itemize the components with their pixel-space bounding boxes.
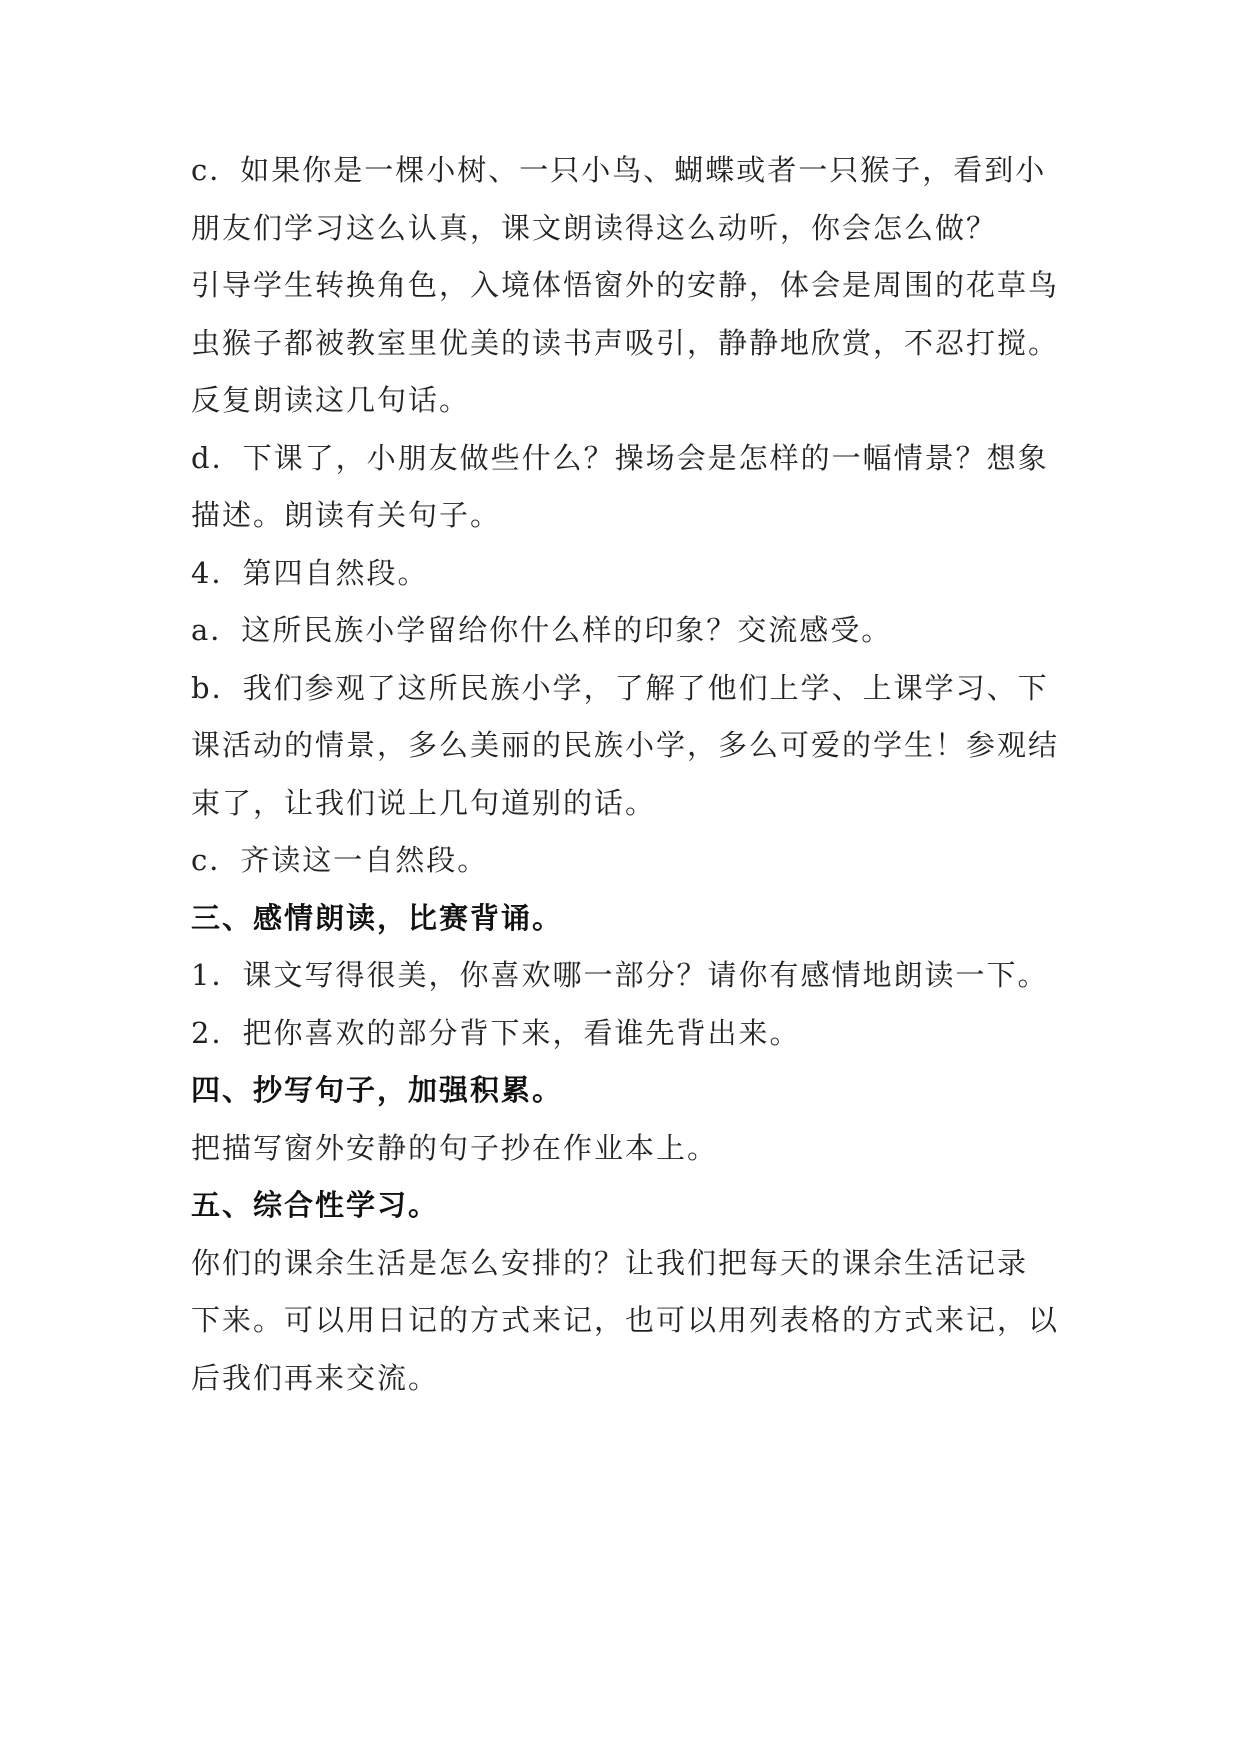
paragraph-line-guide-cont: 虫猴子都被教室里优美的读书声吸引，静静地欣赏，不忍打搅。 — [191, 326, 1060, 360]
paragraph-line-item-4: 4．第四自然段。 — [191, 556, 429, 590]
section-heading-4: 四、抄写句子，加强积累。 — [191, 1073, 564, 1107]
paragraph-line-guide: 引导学生转换角色，入境体悟窗外的安静，体会是周围的花草鸟 — [191, 268, 1060, 302]
paragraph-line-leisure-end: 后我们再来交流。 — [191, 1361, 440, 1395]
paragraph-line-leisure: 你们的课余生活是怎么安排的？让我们把每天的课余生活记录 — [191, 1246, 1029, 1280]
paragraph-line-d-question-cont: 描述。朗读有关句子。 — [191, 498, 502, 532]
paragraph-line-c-question-cont: 朋友们学习这么认真，课文朗读得这么动听，你会怎么做？ — [191, 211, 998, 245]
paragraph-line-d-question: d．下课了，小朋友做些什么？操场会是怎样的一幅情景？想象 — [191, 441, 1049, 475]
paragraph-line-item-2: 2．把你喜欢的部分背下来，看谁先背出来。 — [191, 1016, 801, 1050]
paragraph-line-b-question-cont: 课活动的情景，多么美丽的民族小学，多么可爱的学生！参观结 — [191, 728, 1060, 762]
paragraph-line-b-question: b．我们参观了这所民族小学，了解了他们上学、上课学习、下 — [191, 671, 1049, 705]
section-heading-3: 三、感情朗读，比赛背诵。 — [191, 901, 564, 935]
section-heading-5: 五、综合性学习。 — [191, 1188, 440, 1222]
paragraph-line-a-question: a．这所民族小学留给你什么样的印象？交流感受。 — [191, 613, 893, 647]
paragraph-line-leisure-cont: 下来。可以用日记的方式来记，也可以用列表格的方式来记，以 — [191, 1303, 1060, 1337]
paragraph-line-c-read: c．齐读这一自然段。 — [191, 843, 489, 877]
paragraph-line-c-question: c．如果你是一棵小树、一只小鸟、蝴蝶或者一只猴子，看到小 — [191, 153, 1047, 187]
paragraph-line-copy: 把描写窗外安静的句子抄在作业本上。 — [191, 1131, 719, 1165]
paragraph-line-repeat-read: 反复朗读这几句话。 — [191, 383, 471, 417]
paragraph-line-item-1: 1．课文写得很美，你喜欢哪一部分？请你有感情地朗读一下。 — [191, 958, 1049, 992]
paragraph-line-b-question-end: 束了，让我们说上几句道别的话。 — [191, 786, 657, 820]
